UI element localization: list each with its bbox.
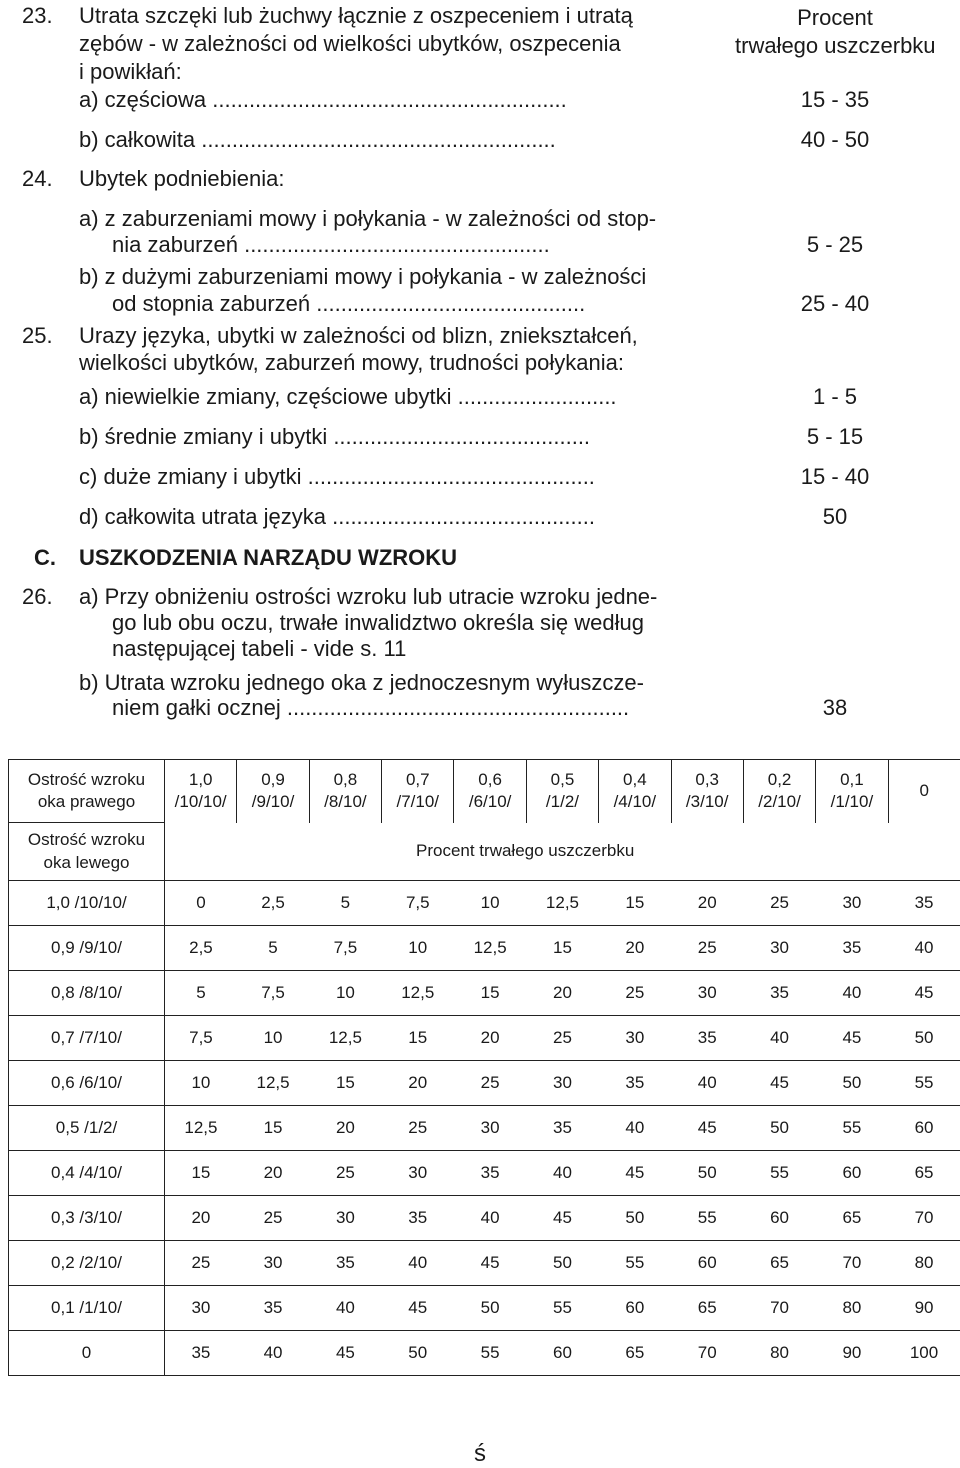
table-cell: 60	[526, 1331, 598, 1376]
table-cell: 30	[599, 1016, 671, 1061]
table-cell: 40	[888, 926, 960, 971]
row-label: 0,8 /8/10/	[9, 971, 165, 1016]
table-cell: 40	[454, 1196, 526, 1241]
table-cell: 15	[454, 971, 526, 1016]
table-cell: 90	[816, 1331, 888, 1376]
table-cell: 12,5	[237, 1061, 309, 1106]
table-cell: 50	[671, 1151, 743, 1196]
item-number-23: 23.	[22, 3, 53, 29]
item-25-text-line-1: Urazy języka, ubytki w zależności od blizn, zniekształceń,	[79, 323, 638, 349]
table-cell: 50	[382, 1331, 454, 1376]
table-cell: 90	[888, 1286, 960, 1331]
table-cell: 30	[309, 1196, 381, 1241]
col-header-fraction: /1/2/	[527, 791, 598, 813]
table-cell: 45	[599, 1151, 671, 1196]
table-cell: 55	[888, 1061, 960, 1106]
item-25-b-label: b) średnie zmiany i ubytki ..........................................	[79, 424, 590, 450]
table-cell: 0	[165, 881, 237, 926]
table-cell: 40	[526, 1151, 598, 1196]
item-26-a-line-3: następującej tabeli - vide s. 11	[112, 636, 406, 662]
table-cell: 10	[382, 926, 454, 971]
table-row	[9, 1286, 960, 1331]
table-cell: 55	[526, 1286, 598, 1331]
table-cell: 65	[743, 1241, 815, 1286]
table-cell: 30	[454, 1106, 526, 1151]
table-cell: 20	[309, 1106, 381, 1151]
item-26-a-line-2: go lub obu oczu, trwałe inwalidztwo określa się według	[112, 610, 644, 636]
table-cell: 20	[454, 1016, 526, 1061]
right-eye-label-cell	[9, 760, 165, 823]
item-24-b-line-1: b) z dużymi zaburzeniami mowy i połykania - w zależności	[79, 264, 646, 290]
table-cell: 50	[599, 1196, 671, 1241]
col-header-value: 0,5	[527, 769, 598, 791]
table-cell: 60	[888, 1106, 960, 1151]
table-cell: 40	[743, 1016, 815, 1061]
table-cell: 25	[454, 1061, 526, 1106]
table-cell: 35	[671, 1016, 743, 1061]
col-header-10	[888, 760, 960, 823]
table-cell: 7,5	[382, 881, 454, 926]
item-number-25: 25.	[22, 323, 53, 349]
row-label: 0,4 /4/10/	[9, 1151, 165, 1196]
col-header-5	[526, 760, 598, 823]
section-c-title: USZKODZENIA NARZĄDU WZROKU	[79, 545, 457, 571]
table-cell: 80	[888, 1241, 960, 1286]
col-header-4	[454, 760, 526, 823]
table-cell: 45	[309, 1331, 381, 1376]
item-24-title: Ubytek podniebienia:	[79, 166, 284, 192]
table-row	[9, 1016, 960, 1061]
col-header-value: 0,7	[382, 769, 453, 791]
table-cell: 65	[816, 1196, 888, 1241]
table-cell: 30	[671, 971, 743, 1016]
table-row	[9, 1106, 960, 1151]
table-cell: 30	[526, 1061, 598, 1106]
table-cell: 25	[309, 1151, 381, 1196]
table-cell: 5	[165, 971, 237, 1016]
col-header-value: 0	[889, 780, 960, 802]
table-cell: 20	[237, 1151, 309, 1196]
row-label: 0	[9, 1331, 165, 1376]
table-cell: 20	[599, 926, 671, 971]
col-header-fraction: /3/10/	[672, 791, 743, 813]
table-row	[9, 1241, 960, 1286]
item-number-24: 24.	[22, 166, 53, 192]
table-cell: 35	[165, 1331, 237, 1376]
left-eye-label-line-1: Ostrość wzroku	[9, 829, 164, 851]
table-cell: 30	[816, 881, 888, 926]
item-23-a-label: a) częściowa ..........................................................	[79, 87, 567, 113]
table-cell: 55	[743, 1151, 815, 1196]
row-label: 0,1 /1/10/	[9, 1286, 165, 1331]
table-cell: 70	[888, 1196, 960, 1241]
table-cell: 25	[599, 971, 671, 1016]
item-23-b-label: b) całkowita ..........................................................	[79, 127, 556, 153]
col-header-8	[743, 760, 815, 823]
table-cell: 40	[309, 1286, 381, 1331]
table-row	[9, 1061, 960, 1106]
table-cell: 25	[165, 1241, 237, 1286]
table-cell: 5	[309, 881, 381, 926]
left-eye-label-cell	[9, 823, 165, 881]
col-header-value: 0,4	[599, 769, 670, 791]
table-cell: 35	[454, 1151, 526, 1196]
item-25-c-label: c) duże zmiany i ubytki ...............................................	[79, 464, 595, 490]
item-26-b-line-1: b) Utrata wzroku jednego oka z jednoczesnym wyłuszcze-	[79, 670, 644, 696]
table-cell: 15	[309, 1061, 381, 1106]
table-cell: 50	[743, 1106, 815, 1151]
table-cell: 60	[599, 1286, 671, 1331]
item-25-d-label: d) całkowita utrata języka ...........................................	[79, 504, 595, 530]
table-cell: 5	[237, 926, 309, 971]
table-row	[9, 1331, 960, 1376]
table-cell: 50	[888, 1016, 960, 1061]
row-label: 0,5 /1/2/	[9, 1106, 165, 1151]
row-label: 0,9 /9/10/	[9, 926, 165, 971]
percent-label: Procent trwałego uszczerbku	[416, 841, 634, 860]
item-24-b-value: 25 - 40	[735, 291, 935, 317]
table-cell: 20	[671, 881, 743, 926]
item-26-a-line-1: a) Przy obniżeniu ostrości wzroku lub utracie wzroku jedne-	[79, 584, 657, 610]
table-cell: 2,5	[165, 926, 237, 971]
table-cell: 50	[454, 1286, 526, 1331]
table-cell: 35	[382, 1196, 454, 1241]
col-header-value: 0,8	[310, 769, 381, 791]
table-cell: 15	[165, 1151, 237, 1196]
col-header-value: 0,3	[672, 769, 743, 791]
table-cell: 40	[816, 971, 888, 1016]
table-cell: 10	[237, 1016, 309, 1061]
item-24-a-value: 5 - 25	[735, 232, 935, 258]
percent-column-title	[735, 4, 935, 60]
item-24-b-line-2: od stopnia zaburzeń ............................................	[112, 291, 585, 317]
item-23-a-value: 15 - 35	[735, 87, 935, 113]
table-cell: 40	[382, 1241, 454, 1286]
col-header-fraction: /10/10/	[165, 791, 236, 813]
item-25-c-value: 15 - 40	[735, 464, 935, 490]
col-header-fraction: /9/10/	[237, 791, 308, 813]
table-cell: 45	[526, 1196, 598, 1241]
table-cell: 12,5	[454, 926, 526, 971]
percent-label-cell	[165, 823, 960, 881]
item-25-a-label: a) niewielkie zmiany, częściowe ubytki ..........................	[79, 384, 617, 410]
item-25-a-value: 1 - 5	[735, 384, 935, 410]
table-cell: 12,5	[165, 1106, 237, 1151]
table-cell: 7,5	[165, 1016, 237, 1061]
table-cell: 45	[454, 1241, 526, 1286]
table-cell: 30	[165, 1286, 237, 1331]
table-cell: 35	[816, 926, 888, 971]
right-eye-label-line-2: oka prawego	[9, 791, 164, 813]
table-cell: 15	[599, 881, 671, 926]
table-cell: 40	[671, 1061, 743, 1106]
col-header-value: 0,9	[237, 769, 308, 791]
table-cell: 60	[816, 1151, 888, 1196]
col-header-value: 0,2	[744, 769, 815, 791]
col-header-value: 1,0	[165, 769, 236, 791]
col-header-value: 0,1	[816, 769, 887, 791]
column-title-line-2: trwałego uszczerbku	[735, 32, 935, 60]
table-row	[9, 926, 960, 971]
table-cell: 30	[382, 1151, 454, 1196]
table-cell: 70	[743, 1286, 815, 1331]
col-header-9	[816, 760, 888, 823]
col-header-1	[237, 760, 309, 823]
table-cell: 40	[237, 1331, 309, 1376]
table-cell: 10	[454, 881, 526, 926]
row-label: 0,3 /3/10/	[9, 1196, 165, 1241]
table-cell: 15	[526, 926, 598, 971]
row-label: 1,0 /10/10/	[9, 881, 165, 926]
table-cell: 10	[165, 1061, 237, 1106]
table-cell: 12,5	[526, 881, 598, 926]
table-cell: 15	[382, 1016, 454, 1061]
column-title-line-1: Procent	[735, 4, 935, 32]
table-cell: 10	[309, 971, 381, 1016]
item-25-text-line-2: wielkości ubytków, zaburzeń mowy, trudności połykania:	[79, 350, 624, 376]
table-cell: 50	[816, 1061, 888, 1106]
item-23-text-line-1: Utrata szczęki lub żuchwy łącznie z oszpeceniem i utratą	[79, 3, 633, 29]
table-cell: 30	[743, 926, 815, 971]
item-25-d-value: 50	[735, 504, 935, 530]
table-row	[9, 1151, 960, 1196]
item-24-a-line-1: a) z zaburzeniami mowy i połykania - w zależności od stop-	[79, 206, 656, 232]
item-number-26: 26.	[22, 584, 53, 610]
table-cell: 12,5	[309, 1016, 381, 1061]
table-cell: 15	[237, 1106, 309, 1151]
row-label: 0,2 /2/10/	[9, 1241, 165, 1286]
table-cell: 55	[454, 1331, 526, 1376]
item-26-b-value: 38	[735, 695, 935, 721]
table-cell: 50	[526, 1241, 598, 1286]
table-cell: 55	[599, 1241, 671, 1286]
item-23-b-value: 40 - 50	[735, 127, 935, 153]
right-eye-label-line-1: Ostrość wzroku	[9, 769, 164, 791]
table-cell: 30	[237, 1241, 309, 1286]
col-header-fraction: /4/10/	[599, 791, 670, 813]
col-header-fraction: /1/10/	[816, 791, 887, 813]
table-header-row	[9, 760, 960, 823]
table-cell: 45	[816, 1016, 888, 1061]
col-header-6	[599, 760, 671, 823]
table-cell: 60	[671, 1241, 743, 1286]
table-cell: 65	[888, 1151, 960, 1196]
table-cell: 40	[599, 1106, 671, 1151]
col-header-0	[165, 760, 237, 823]
col-header-value: 0,6	[454, 769, 525, 791]
col-header-fraction: /7/10/	[382, 791, 453, 813]
table-cell: 20	[526, 971, 598, 1016]
table-cell: 55	[816, 1106, 888, 1151]
table-cell: 7,5	[237, 971, 309, 1016]
table-cell: 45	[888, 971, 960, 1016]
item-25-b-value: 5 - 15	[735, 424, 935, 450]
item-24-a-line-2: nia zaburzeń ..................................................	[112, 232, 550, 258]
table-cell: 35	[309, 1241, 381, 1286]
table-cell: 80	[816, 1286, 888, 1331]
table-cell: 2,5	[237, 881, 309, 926]
col-header-fraction: /2/10/	[744, 791, 815, 813]
table-cell: 80	[743, 1331, 815, 1376]
table-cell: 25	[237, 1196, 309, 1241]
table-row	[9, 1196, 960, 1241]
table-cell: 35	[526, 1106, 598, 1151]
row-label: 0,6 /6/10/	[9, 1061, 165, 1106]
table-cell: 35	[237, 1286, 309, 1331]
table-row	[9, 881, 960, 926]
table-cell: 20	[165, 1196, 237, 1241]
table-cell: 35	[888, 881, 960, 926]
table-cell: 45	[382, 1286, 454, 1331]
table-row	[9, 971, 960, 1016]
table-cell: 7,5	[309, 926, 381, 971]
table-cell: 20	[382, 1061, 454, 1106]
table-cell: 65	[599, 1331, 671, 1376]
section-c-letter: C.	[34, 545, 56, 571]
table-cell: 65	[671, 1286, 743, 1331]
table-cell: 55	[671, 1196, 743, 1241]
table-subheader-row	[9, 823, 960, 881]
table-cell: 25	[671, 926, 743, 971]
table-cell: 70	[671, 1331, 743, 1376]
table-cell: 35	[599, 1061, 671, 1106]
table-cell: 45	[671, 1106, 743, 1151]
table-cell: 35	[743, 971, 815, 1016]
table-cell: 70	[816, 1241, 888, 1286]
item-23-text-line-3: i powikłań:	[79, 59, 182, 85]
col-header-2	[309, 760, 381, 823]
table-cell: 60	[743, 1196, 815, 1241]
table-cell: 25	[526, 1016, 598, 1061]
page-footer-mark: ś	[0, 1440, 960, 1468]
row-label: 0,7 /7/10/	[9, 1016, 165, 1061]
table-cell: 100	[888, 1331, 960, 1376]
item-23-text-line-2: zębów - w zależności od wielkości ubytków, oszpecenia	[79, 31, 621, 57]
col-header-fraction: /8/10/	[310, 791, 381, 813]
item-26-b-line-2: niem gałki ocznej ........................................................	[112, 695, 629, 721]
table-cell: 45	[743, 1061, 815, 1106]
left-eye-label-line-2: oka lewego	[9, 852, 164, 874]
col-header-7	[671, 760, 743, 823]
table-cell: 25	[382, 1106, 454, 1151]
table-cell: 12,5	[382, 971, 454, 1016]
visual-acuity-table	[8, 759, 960, 1376]
col-header-fraction: /6/10/	[454, 791, 525, 813]
col-header-3	[382, 760, 454, 823]
table-cell: 25	[743, 881, 815, 926]
